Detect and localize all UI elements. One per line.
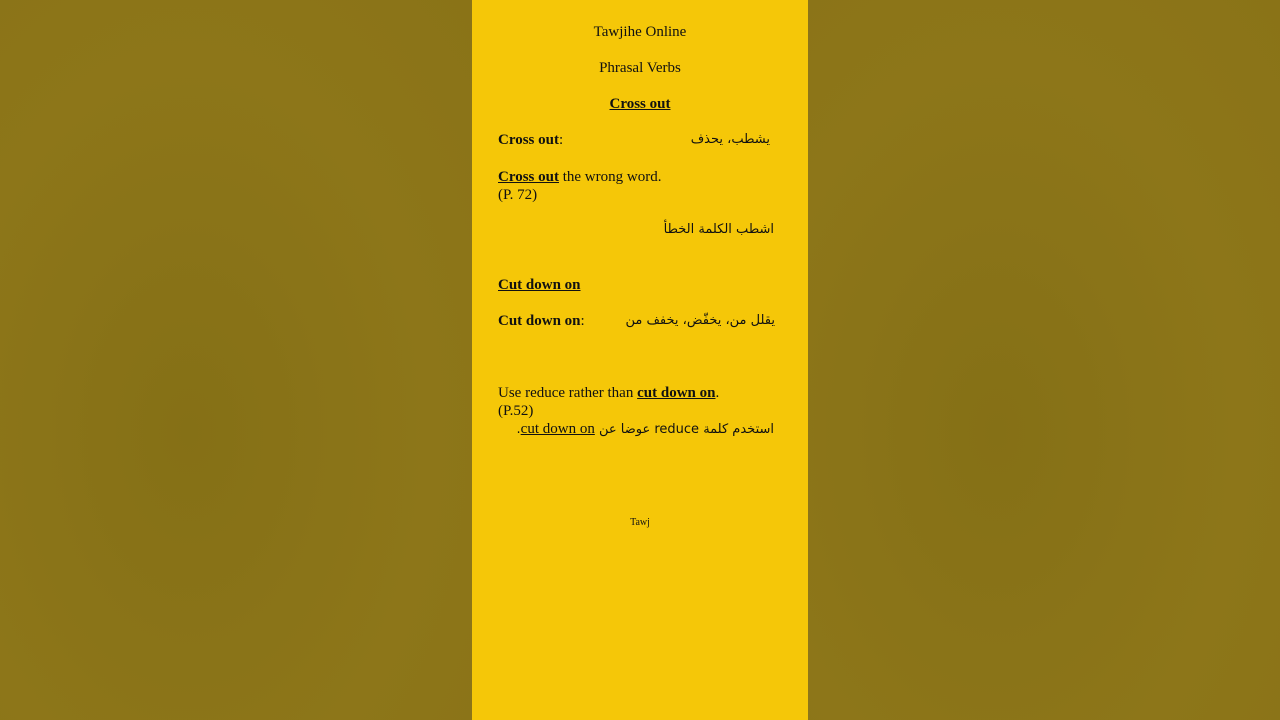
example-start: Use reduce rather than [498,385,638,401]
term-cut-down-on: Cut down on [498,313,581,329]
example-end: . [715,385,720,401]
example-sentence-cut-down-on [498,385,719,402]
arabic-translation-end: . [516,422,521,437]
example-phrase-cross-out: Cross out [498,169,559,185]
arabic-meaning-cross-out: يشطب، يحذف [690,132,770,147]
section-heading-cross-out: Cross out [609,96,671,112]
term-cross-out: Cross out [498,132,559,148]
section-heading-cut-down-on: Cut down on [498,277,581,293]
arabic-translation-cut-down-on [517,421,774,438]
arabic-translation-phrase: cut down on [520,421,595,437]
example-page-cross-out: (P. 72) [498,187,538,203]
page-subtitle: Phrasal Verbs [599,60,681,76]
example-sentence-cross-out [498,169,661,186]
definition-cut-down-on [498,313,585,330]
blurred-background-left [0,0,472,720]
definition-cross-out [498,132,563,149]
arabic-translation-start: استخدم كلمة reduce عوضا عن [594,422,774,437]
example-page-cut-down-on: (P.52) [498,403,534,419]
site-title: Tawjihe Online [593,24,687,40]
document-page [472,0,808,720]
watermark-text: Tawj [630,517,650,528]
example-rest-cross-out: the wrong word. [558,169,662,185]
term-colon: : [558,132,564,148]
example-phrase-cut-down-on: cut down on [637,385,716,401]
arabic-translation-cross-out: اشطب الكلمة الخطأ [663,222,774,237]
arabic-meaning-cut-down-on: يقلل من، يخفّض، يخفف من [625,313,775,328]
term-colon: : [580,313,585,329]
blurred-background-right [808,0,1280,720]
